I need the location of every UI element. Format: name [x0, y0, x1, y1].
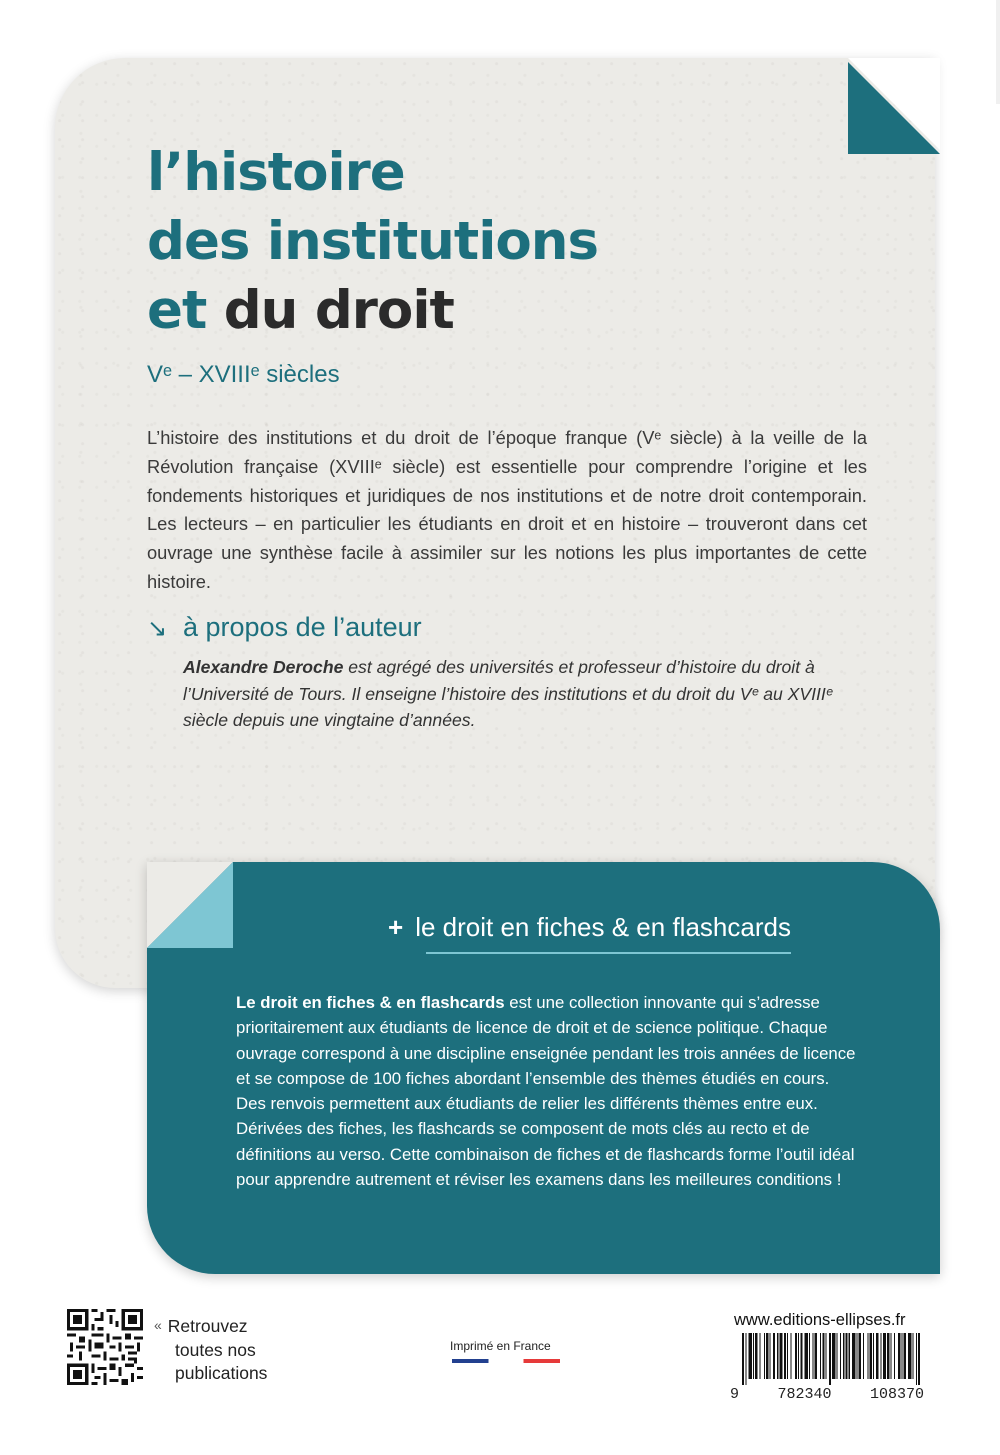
title-line-3-dark: du droit [206, 280, 454, 341]
about-author-title: à propos de l’auteur [183, 612, 422, 642]
qr-caption-line-3: publications [175, 1363, 268, 1383]
title-line-1: l’histoire [147, 142, 405, 203]
printed-in-france-label: Imprimé en France [450, 1339, 551, 1353]
scrollbar-thumb[interactable] [996, 0, 1000, 104]
qr-caption [154, 1314, 267, 1386]
isbn-prefix: 9 [730, 1386, 740, 1403]
isbn-group-1: 782340 [777, 1386, 832, 1403]
plus-icon: + [388, 912, 404, 942]
author-bio [183, 654, 863, 734]
isbn-number [730, 1386, 924, 1403]
title-line-3-accent: et [147, 280, 207, 341]
barcode-icon [730, 1333, 924, 1385]
collection-description [236, 990, 860, 1192]
book-title [147, 138, 598, 345]
qr-code-icon[interactable] [67, 1309, 143, 1385]
collection-heading-underline [426, 952, 791, 954]
author-bio-text: est agrégé des universités et professeur d’histoire du droit à l’Université de Tours. Il enseigne l’histoire des institutions et du droit du Vᵉ au XVIIIᵉ siècle depuis une vingtaine d’années. [183, 657, 833, 730]
qr-caption-line-1: Retrouvez [167, 1316, 248, 1336]
intro-paragraph: L’histoire des institutions et du droit de l’époque franque (Vᵉ siècle) à la veille de la Révolution française (XVIIIᵉ siècle) est essentielle pour comprendre l’origine et les fondements historiques et juridiques de nos institutions et de notre droit contemporain. Les lecteurs – en particulier les étudiants en droit et en histoire – trouveront dans cet ouvrage une synthèse facile à assimiler sur les notions les plus importantes de cette histoire. [147, 427, 867, 592]
arrow-down-right-icon: ↘ [147, 615, 168, 642]
collection-heading [388, 912, 791, 943]
french-flag-icon [452, 1359, 560, 1363]
collection-description-text: est une collection innovante qui s’adresse prioritairement aux étudiants de licence de droit et de science politique. Chaque ouvrage correspond à une discipline enseignée pendant les trois années de licence et se compose de 100 fiches abordant l’ensemble des thèmes étudiés en cours. Des renvois permettent aux étudiants de relier les différents thèmes entre eux. Dérivées des fiches, les flashcards se composent de mots clés au recto et de définitions au verso. Cette combinaison de fiches et de flashcards forme l’outil idéal pour apprendre autrement et réviser les examens dans les meilleures conditions ! [236, 993, 856, 1190]
double-chevron-left-icon: « [154, 1317, 162, 1333]
isbn-group-2: 108370 [869, 1386, 924, 1403]
qr-caption-line-2: toutes nos [175, 1339, 256, 1360]
collection-heading-text: le droit en fiches & en flashcards [415, 912, 791, 942]
collection-name: Le droit en fiches & en flashcards [236, 993, 505, 1012]
title-line-2: des institutions [147, 211, 599, 272]
period-subtitle: Vᵉ – XVIIIᵉ siècles [147, 361, 340, 388]
author-name: Alexandre Deroche [183, 657, 344, 677]
about-author-heading [147, 612, 422, 643]
publisher-website[interactable]: www.editions-ellipses.fr [734, 1311, 906, 1329]
